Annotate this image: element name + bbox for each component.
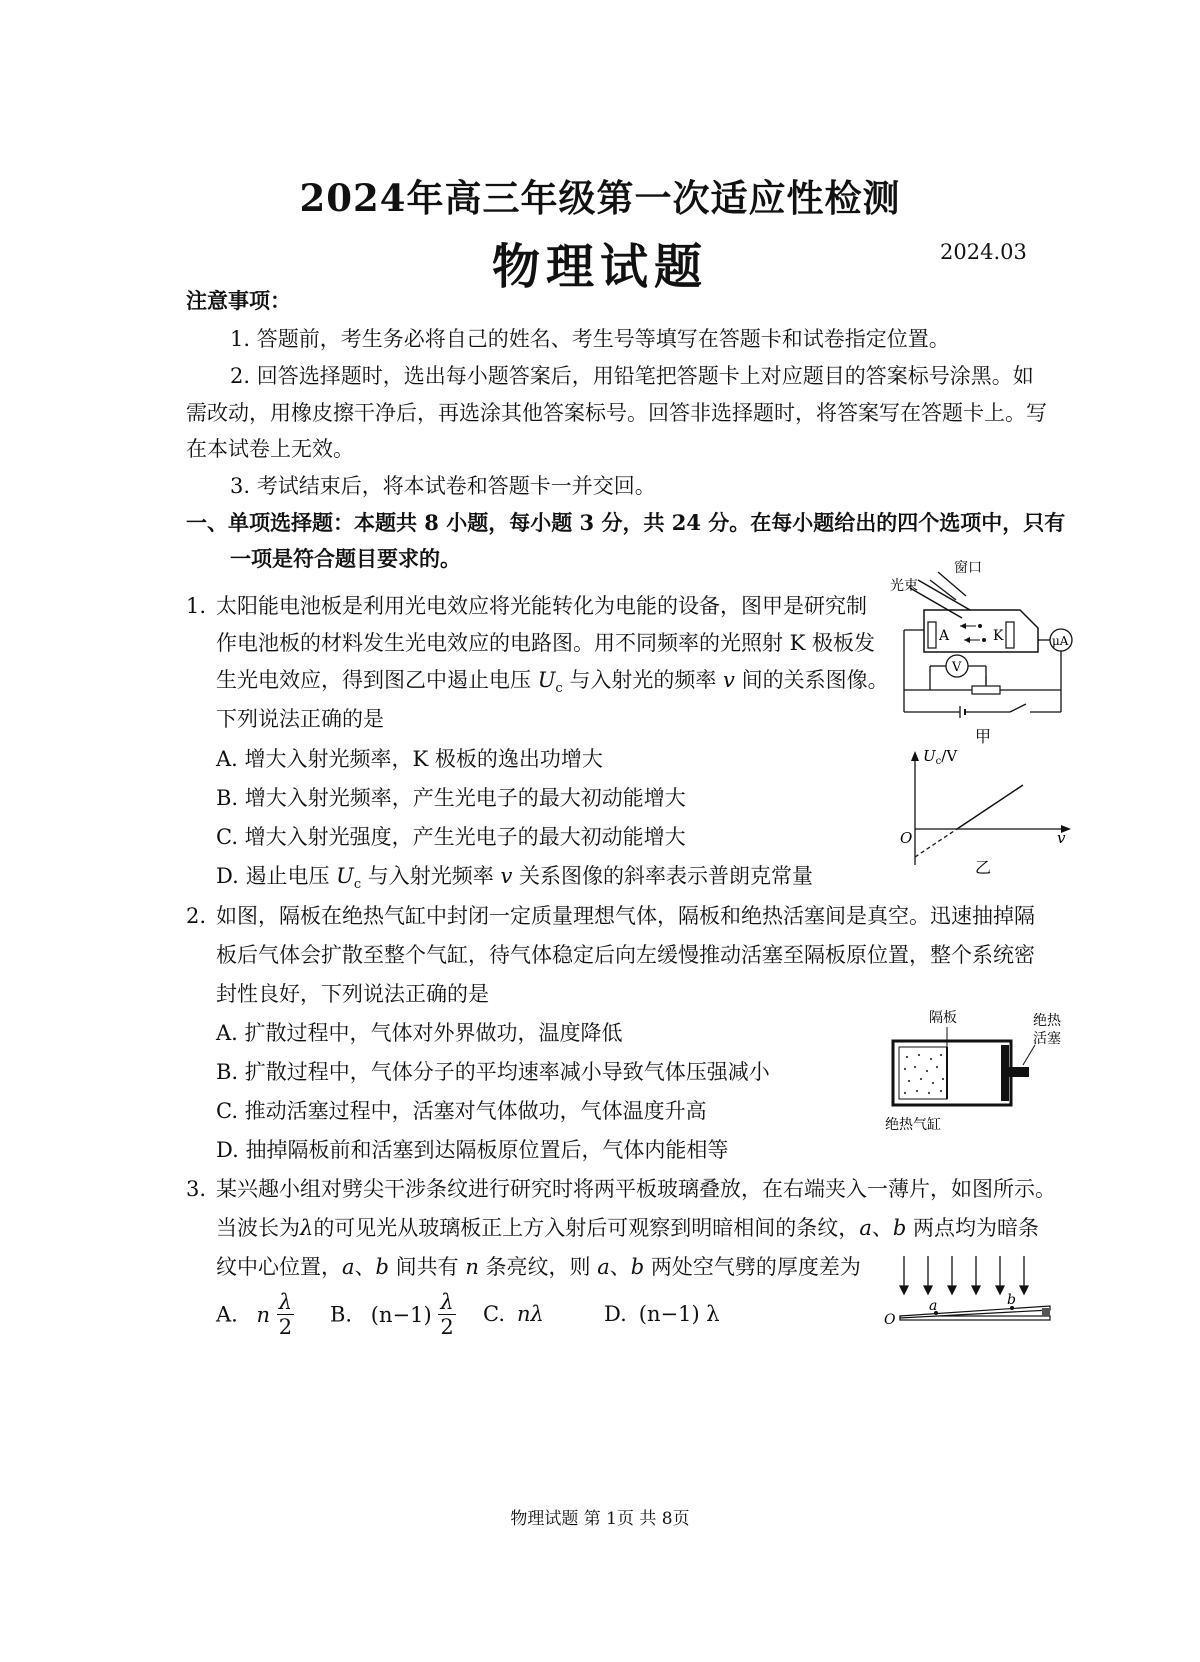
cylinder-label: 绝热气缸 <box>885 1117 941 1133</box>
q3-option-c: C. nλ <box>483 1302 544 1326</box>
q1-option-d: D. 遏止电压 $U_c$ 与入射光频率 v 关系图像的斜率表示普朗克常量 <box>216 864 814 893</box>
graph-line-dashed <box>915 829 957 857</box>
q3-line-1: 某兴趣小组对劈尖干涉条纹进行研究时将两平板玻璃叠放，在右端夹入一薄片，如图所示。 <box>216 1177 1056 1201</box>
voltmeter-label: V <box>952 660 962 675</box>
q2-option-d: D. 抽掉隔板前和活塞到达隔板原位置后，气体内能相等 <box>216 1138 729 1162</box>
q1-line-2: 作电池板的材料发生光电效应的电路图。用不同频率的光照射 K 极板发 <box>216 631 876 655</box>
q1-option-a: A. 增大入射光频率，K 极板的逸出功增大 <box>216 747 603 771</box>
q3-line-2: 当波长为λ的可见光从玻璃板正上方入射后可观察到明暗相间的条纹，a、b 两点均为暗条 <box>216 1216 1039 1240</box>
section-1-heading-line-1: 一、单项选择题：本题共 8 小题，每小题 3 分，共 24 分。在每小题给出的四个选项中，只有 <box>186 510 1066 535</box>
photoelectric-circuit-figure <box>890 560 1080 750</box>
q3-option-a: A. n $\frac{\lambda}{2}$ <box>216 1290 293 1339</box>
wedge-origin-label: O <box>884 1312 896 1328</box>
anode-label: A <box>939 628 950 644</box>
q2-option-a: A. 扩散过程中，气体对外界做功，温度降低 <box>216 1021 623 1045</box>
notice-item-2-line-2: 需改动，用橡皮擦干净后，再选涂其他答案标号。回答非选择题时，将答案写在答题卡上。写 <box>186 401 1047 425</box>
q2-option-c: C. 推动活塞过程中，活塞对气体做功，气体温度升高 <box>216 1099 707 1123</box>
figure-yi-caption: 乙 <box>975 858 992 877</box>
q3-option-d: D. (n−1) λ <box>604 1302 720 1326</box>
notice-item-1: 1. 答题前，考生务必将自己的姓名、考生号等填写在答题卡和试卷指定位置。 <box>230 327 950 351</box>
x-axis-label: v <box>1057 829 1066 847</box>
stopping-voltage-graph <box>895 745 1080 885</box>
q2-line-1: 如图，隔板在绝热气缸中封闭一定质量理想气体，隔板和绝热活塞间是真空。迅速抽掉隔 <box>216 904 1035 928</box>
beam-label: 光束 <box>890 578 918 594</box>
insulated-cylinder-figure <box>875 1005 1080 1135</box>
q1-option-c: C. 增大入射光强度，产生光电子的最大初动能增大 <box>216 825 686 849</box>
notice-item-3: 3. 考试结束后，将本试卷和答题卡一并交回。 <box>230 474 656 498</box>
notice-item-2-line-3: 在本试卷上无效。 <box>186 437 354 461</box>
figure-jia-caption: 甲 <box>975 727 992 746</box>
page-footer: 物理试题 第 1页 共 8页 <box>510 1509 690 1529</box>
q1-option-b: B. 增大入射光频率，产生光电子的最大初动能增大 <box>216 786 686 810</box>
air-wedge-figure <box>880 1252 1060 1332</box>
svg-text:Uc/V: $U_c/V$ <box>923 747 958 767</box>
q2-option-b: B. 扩散过程中，气体分子的平均速率减小导致气体压强减小 <box>216 1060 770 1084</box>
cathode-label: K <box>993 628 1004 644</box>
piston-label-2: 活塞 <box>1033 1031 1061 1047</box>
window-label: 窗口 <box>954 560 982 576</box>
q1-number: 1. <box>186 594 207 618</box>
partition-label: 隔板 <box>929 1010 957 1026</box>
q3-option-b: B. (n−1) $\frac{\lambda}{2}$ <box>330 1290 454 1339</box>
q2-line-2: 板后气体会扩散至整个气缸，待气体稳定后向左缓慢推动活塞至隔板原位置，整个系统密 <box>216 943 1035 967</box>
subject-title: 物理试题 <box>491 239 708 295</box>
point-a-label: a <box>929 1298 938 1314</box>
exam-date: 2024.03 <box>940 240 1027 264</box>
q2-line-3: 封性良好，下列说法正确的是 <box>216 982 489 1006</box>
q2-number: 2. <box>186 904 207 928</box>
notice-heading: 注意事项： <box>186 288 291 313</box>
piston <box>1001 1045 1009 1101</box>
origin-label: O <box>900 829 913 847</box>
q1-line-3: 生光电效应，得到图乙中遏止电压 $U_c$ 与入射光的频率 v 间的关系图像。 <box>216 668 889 697</box>
section-1-heading-line-2: 一项是符合题目要求的。 <box>230 546 461 571</box>
q3-number: 3. <box>186 1177 207 1201</box>
q1-line-1: 太阳能电池板是利用光电效应将光能转化为电能的设备，图甲是研究制 <box>216 594 867 618</box>
point-b-label: b <box>1007 1292 1016 1308</box>
q3-line-3: 纹中心位置，a、b 间共有 n 条亮纹，则 a、b 两处空气劈的厚度差为 <box>216 1255 861 1279</box>
q1-line-4: 下列说法正确的是 <box>216 707 384 731</box>
piston-label-1: 绝热 <box>1033 1013 1061 1029</box>
notice-item-2-line-1: 2. 回答选择题时，选出每小题答案后，用铅笔把答题卡上对应题目的答案标号涂黑。如 <box>230 364 1034 388</box>
microammeter-label: μA <box>1052 634 1069 648</box>
exam-title: 2024年高三年级第一次适应性检测 <box>299 176 901 220</box>
graph-line-solid <box>957 785 1023 829</box>
